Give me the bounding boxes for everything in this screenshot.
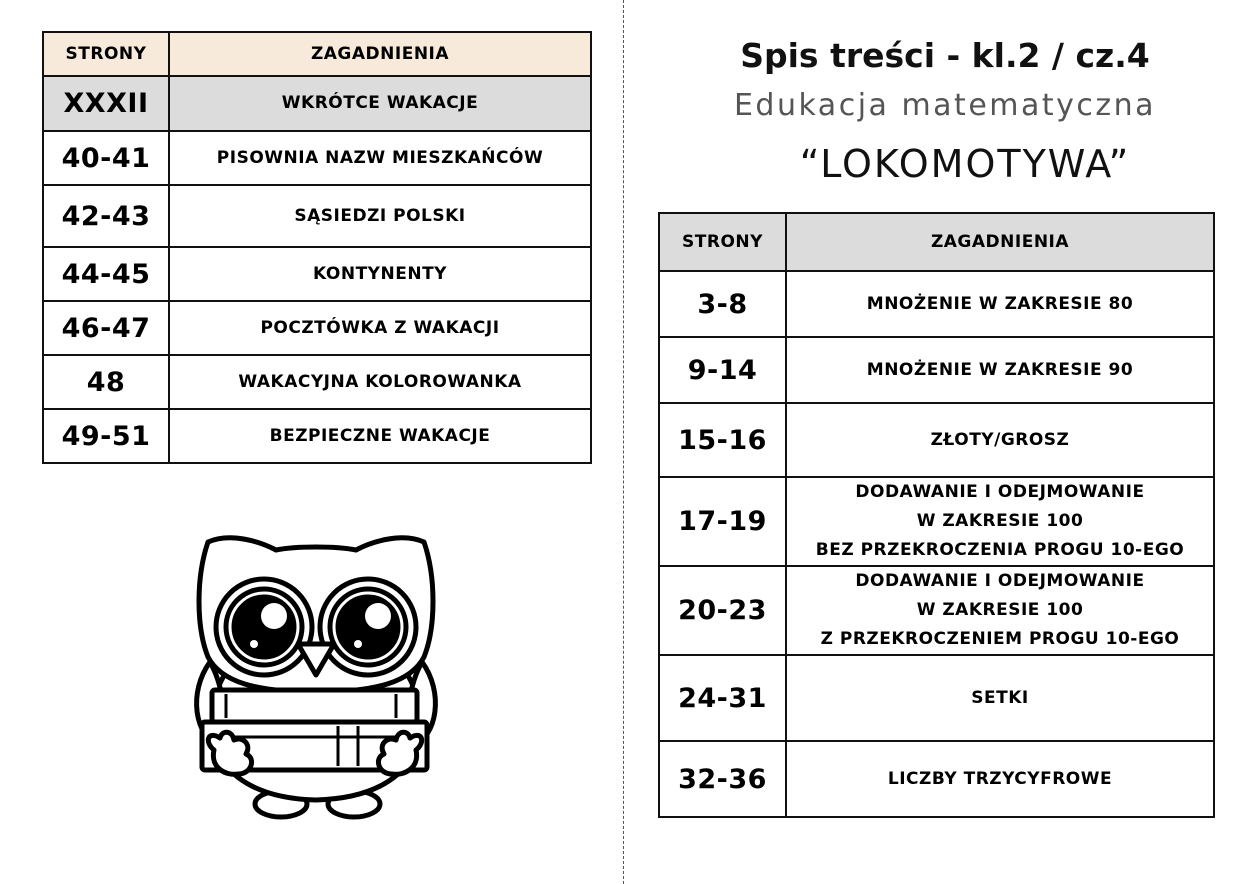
- table-row: [659, 655, 1214, 741]
- table-row: [43, 131, 591, 185]
- right-contents-table: [658, 212, 1215, 818]
- topic-line: DODAWANIE I ODEJMOWANIE: [855, 571, 1145, 591]
- header-topics: ZAGADNIENIA: [786, 213, 1214, 271]
- fold-line: [623, 0, 624, 884]
- row-pages: 3-8: [659, 271, 786, 337]
- table-row: [659, 271, 1214, 337]
- table-row: [659, 403, 1214, 477]
- row-topic: WAKACYJNA KOLOROWANKA: [169, 355, 591, 409]
- row-pages: 17-19: [659, 477, 786, 566]
- row-topic: KONTYNENTY: [169, 247, 591, 301]
- table-row: [659, 477, 1214, 566]
- row-pages: 44-45: [43, 247, 169, 301]
- topic-line: MNOŻENIE W ZAKRESIE 80: [866, 293, 1134, 314]
- table-row: [43, 185, 591, 247]
- row-topic: [786, 271, 1214, 337]
- topic-line: DODAWANIE I ODEJMOWANIE: [855, 482, 1145, 502]
- row-pages: 48: [43, 355, 169, 409]
- header-topics: ZAGADNIENIA: [169, 32, 591, 76]
- table-row: [43, 355, 591, 409]
- row-topic: [786, 337, 1214, 403]
- row-topic: SĄSIEDZI POLSKI: [169, 185, 591, 247]
- row-topic: [786, 566, 1214, 655]
- page-title: Spis treści - kl.2 / cz.4: [740, 36, 1150, 75]
- header-pages: STRONY: [43, 32, 169, 76]
- table-header-row: [659, 213, 1214, 271]
- row-pages: 42-43: [43, 185, 169, 247]
- row-pages: 49-51: [43, 409, 169, 463]
- row-topic: POCZTÓWKA Z WAKACJI: [169, 301, 591, 355]
- row-pages: 15-16: [659, 403, 786, 477]
- book-name: “LOKOMOTYWA”: [799, 142, 1131, 186]
- header-pages: STRONY: [659, 213, 786, 271]
- row-topic: [786, 741, 1214, 817]
- row-topic: [786, 477, 1214, 566]
- page-subtitle: Edukacja matematyczna: [733, 88, 1157, 123]
- row-pages: 20-23: [659, 566, 786, 655]
- table-row: [659, 566, 1214, 655]
- topic-line: Z PRZEKROCZENIEM PROGU 10-EGO: [820, 629, 1180, 649]
- table-row: [659, 741, 1214, 817]
- row-pages: 32-36: [659, 741, 786, 817]
- topic-line: MNOŻENIE W ZAKRESIE 90: [866, 359, 1134, 380]
- row-pages: 46-47: [43, 301, 169, 355]
- row-topic: BEZPIECZNE WAKACJE: [169, 409, 591, 463]
- topic-line: BEZ PRZEKROCZENIA PROGU 10-EGO: [815, 540, 1185, 560]
- row-topic: PISOWNIA NAZW MIESZKAŃCÓW: [169, 131, 591, 185]
- table-row: [43, 409, 591, 463]
- table-row: [659, 337, 1214, 403]
- table-row: [43, 301, 591, 355]
- left-contents-table: [42, 31, 592, 464]
- topic-line: ZŁOTY/GROSZ: [930, 429, 1070, 450]
- topic-line: W ZAKRESIE 100: [916, 511, 1084, 531]
- table-header-row: [43, 32, 591, 76]
- row-pages: 24-31: [659, 655, 786, 741]
- topic-line: W ZAKRESIE 100: [916, 600, 1084, 620]
- table-row: [43, 76, 591, 131]
- row-topic: WKRÓTCE WAKACJE: [169, 76, 591, 131]
- row-pages: XXXII: [43, 76, 169, 131]
- row-topic: [786, 403, 1214, 477]
- row-topic: [786, 655, 1214, 741]
- table-row: [43, 247, 591, 301]
- owl-icon: [186, 532, 446, 822]
- row-pages: 9-14: [659, 337, 786, 403]
- topic-line: LICZBY TRZYCYFROWE: [887, 768, 1113, 789]
- topic-line: SETKI: [971, 687, 1029, 708]
- row-pages: 40-41: [43, 131, 169, 185]
